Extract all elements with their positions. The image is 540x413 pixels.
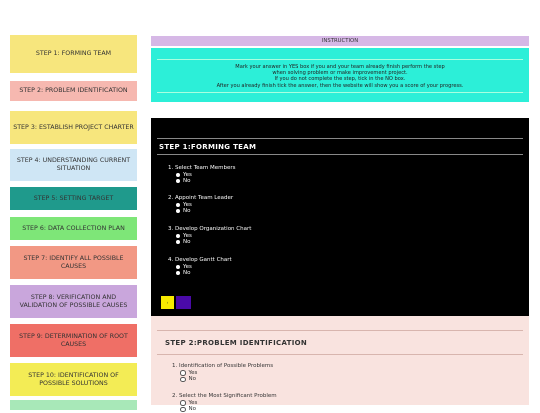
- radio-circle[interactable]: [180, 407, 186, 413]
- question-text: 3. Develop Organization Chart: [168, 226, 252, 232]
- radio-yes[interactable]: [172, 370, 273, 377]
- next-button[interactable]: [176, 296, 191, 309]
- steps-sidebar: [0, 0, 148, 405]
- radio-circle[interactable]: [180, 370, 186, 376]
- step1-question-2: [168, 195, 233, 215]
- radio-circle[interactable]: [176, 179, 180, 183]
- section-divider: [157, 354, 523, 355]
- radio-circle[interactable]: [176, 271, 180, 275]
- sidebar-item-label: STEP 8: VERIFICATION AND VALIDATION OF POSSIBLE CAUSES: [19, 293, 128, 309]
- radio-label: Yes: [183, 201, 192, 208]
- sidebar-item-step-1[interactable]: [10, 35, 137, 73]
- radio-no[interactable]: [168, 270, 232, 277]
- sidebar-item-step-11[interactable]: [10, 400, 137, 410]
- radio-no[interactable]: [172, 376, 273, 383]
- step1-section: [151, 118, 529, 316]
- sidebar-item-label: STEP 7: IDENTIFY ALL POSSIBLE CAUSES: [23, 254, 124, 270]
- sidebar-item-step-3[interactable]: [10, 111, 137, 144]
- radio-circle[interactable]: [180, 377, 186, 383]
- radio-yes[interactable]: [168, 264, 232, 271]
- instruction-text: [161, 64, 519, 89]
- sidebar-item-step-2[interactable]: [10, 81, 137, 101]
- instruction-line: when solving problem or make improvement project.: [272, 70, 408, 77]
- radio-circle[interactable]: [176, 209, 180, 213]
- sidebar-item-step-8[interactable]: [10, 285, 137, 318]
- radio-circle[interactable]: [176, 173, 180, 177]
- instruction-divider-top: [157, 59, 523, 60]
- sidebar-item-label: STEP 1: FORMING TEAM: [35, 50, 112, 57]
- sidebar-item-label: STEP 9: DETERMINATION OF ROOT CAUSES: [19, 332, 128, 348]
- sidebar-item-label: STEP 2: PROBLEM IDENTIFICATION: [19, 87, 128, 94]
- radio-no[interactable]: [172, 406, 277, 413]
- section-divider: [157, 154, 523, 155]
- sidebar-item-label: STEP 4: UNDERSTANDING CURRENT SITUATION: [16, 157, 131, 172]
- radio-circle[interactable]: [176, 240, 180, 244]
- sidebar-item-label: STEP 6: DATA COLLECTION PLAN: [22, 224, 125, 232]
- radio-yes[interactable]: [168, 172, 236, 179]
- radio-circle[interactable]: [176, 203, 180, 207]
- radio-label: No: [188, 406, 196, 413]
- step1-question-1: [168, 165, 236, 185]
- sidebar-item-step-6[interactable]: [10, 217, 137, 240]
- sidebar-item-step-4[interactable]: [10, 149, 137, 181]
- question-text: 2. Appoint Team Leader: [168, 195, 234, 201]
- section-divider: [157, 330, 523, 331]
- radio-label: No: [183, 208, 191, 215]
- radio-label: Yes: [188, 369, 198, 376]
- step2-title: STEP 2:PROBLEM IDENTIFICATION: [165, 339, 308, 347]
- question-text: 4. Develop Gantt Chart: [168, 257, 232, 263]
- question-text: 1. Identification of Possible Problems: [172, 363, 274, 369]
- step2-question-2: [172, 393, 277, 413]
- radio-circle[interactable]: [176, 265, 180, 269]
- sidebar-item-label: STEP 3: ESTABLISH PROJECT CHARTER: [13, 123, 134, 131]
- radio-label: Yes: [183, 232, 192, 239]
- radio-label: No: [188, 376, 196, 383]
- step2-question-1: [172, 363, 273, 383]
- step2-section: [151, 316, 529, 413]
- instruction-divider-bottom: [157, 92, 523, 93]
- step1-question-3: [168, 226, 251, 246]
- sidebar-item-label: STEP 5: SETTING TARGET: [33, 194, 114, 202]
- radio-no[interactable]: [168, 239, 251, 246]
- sidebar-item-label: STEP 10: IDENTIFICATION OF POSSIBLE SOLUTIONS: [28, 371, 119, 387]
- section-divider: [157, 138, 523, 139]
- radio-circle[interactable]: [176, 234, 180, 238]
- radio-label: Yes: [183, 263, 192, 270]
- radio-label: Yes: [183, 171, 192, 178]
- radio-label: Yes: [188, 399, 198, 406]
- radio-label: No: [183, 270, 191, 277]
- radio-yes[interactable]: [172, 400, 277, 407]
- step1-title: STEP 1:FORMING TEAM: [159, 143, 257, 151]
- sidebar-item-step-10[interactable]: [10, 363, 137, 396]
- radio-no[interactable]: [168, 208, 233, 215]
- instruction-line: Mark your answer in YES box if you and your team already finish perform the step: [235, 64, 445, 70]
- sidebar-item-step-7[interactable]: [10, 246, 137, 279]
- step1-question-4: [168, 257, 232, 277]
- instruction-line: If you do not complete the step, tick in the NO box.: [274, 76, 406, 83]
- radio-label: No: [183, 178, 191, 185]
- sidebar-item-step-5[interactable]: [10, 187, 137, 210]
- radio-label: No: [183, 239, 191, 246]
- radio-no[interactable]: [168, 178, 236, 185]
- radio-yes[interactable]: [168, 233, 251, 240]
- sidebar-item-step-9[interactable]: [10, 324, 137, 357]
- radio-yes[interactable]: [168, 202, 233, 209]
- instruction-line: After you already finish tick the answer, then the website will show you a score of your progress.: [216, 82, 464, 89]
- instruction-box: [151, 48, 529, 102]
- instruction-title: INSTRUCTION: [151, 36, 529, 46]
- question-text: 2. Select the Most Significant Problem: [172, 393, 277, 399]
- prev-button[interactable]: ‹: [161, 296, 174, 309]
- question-text: 1. Select Team Members: [168, 165, 236, 171]
